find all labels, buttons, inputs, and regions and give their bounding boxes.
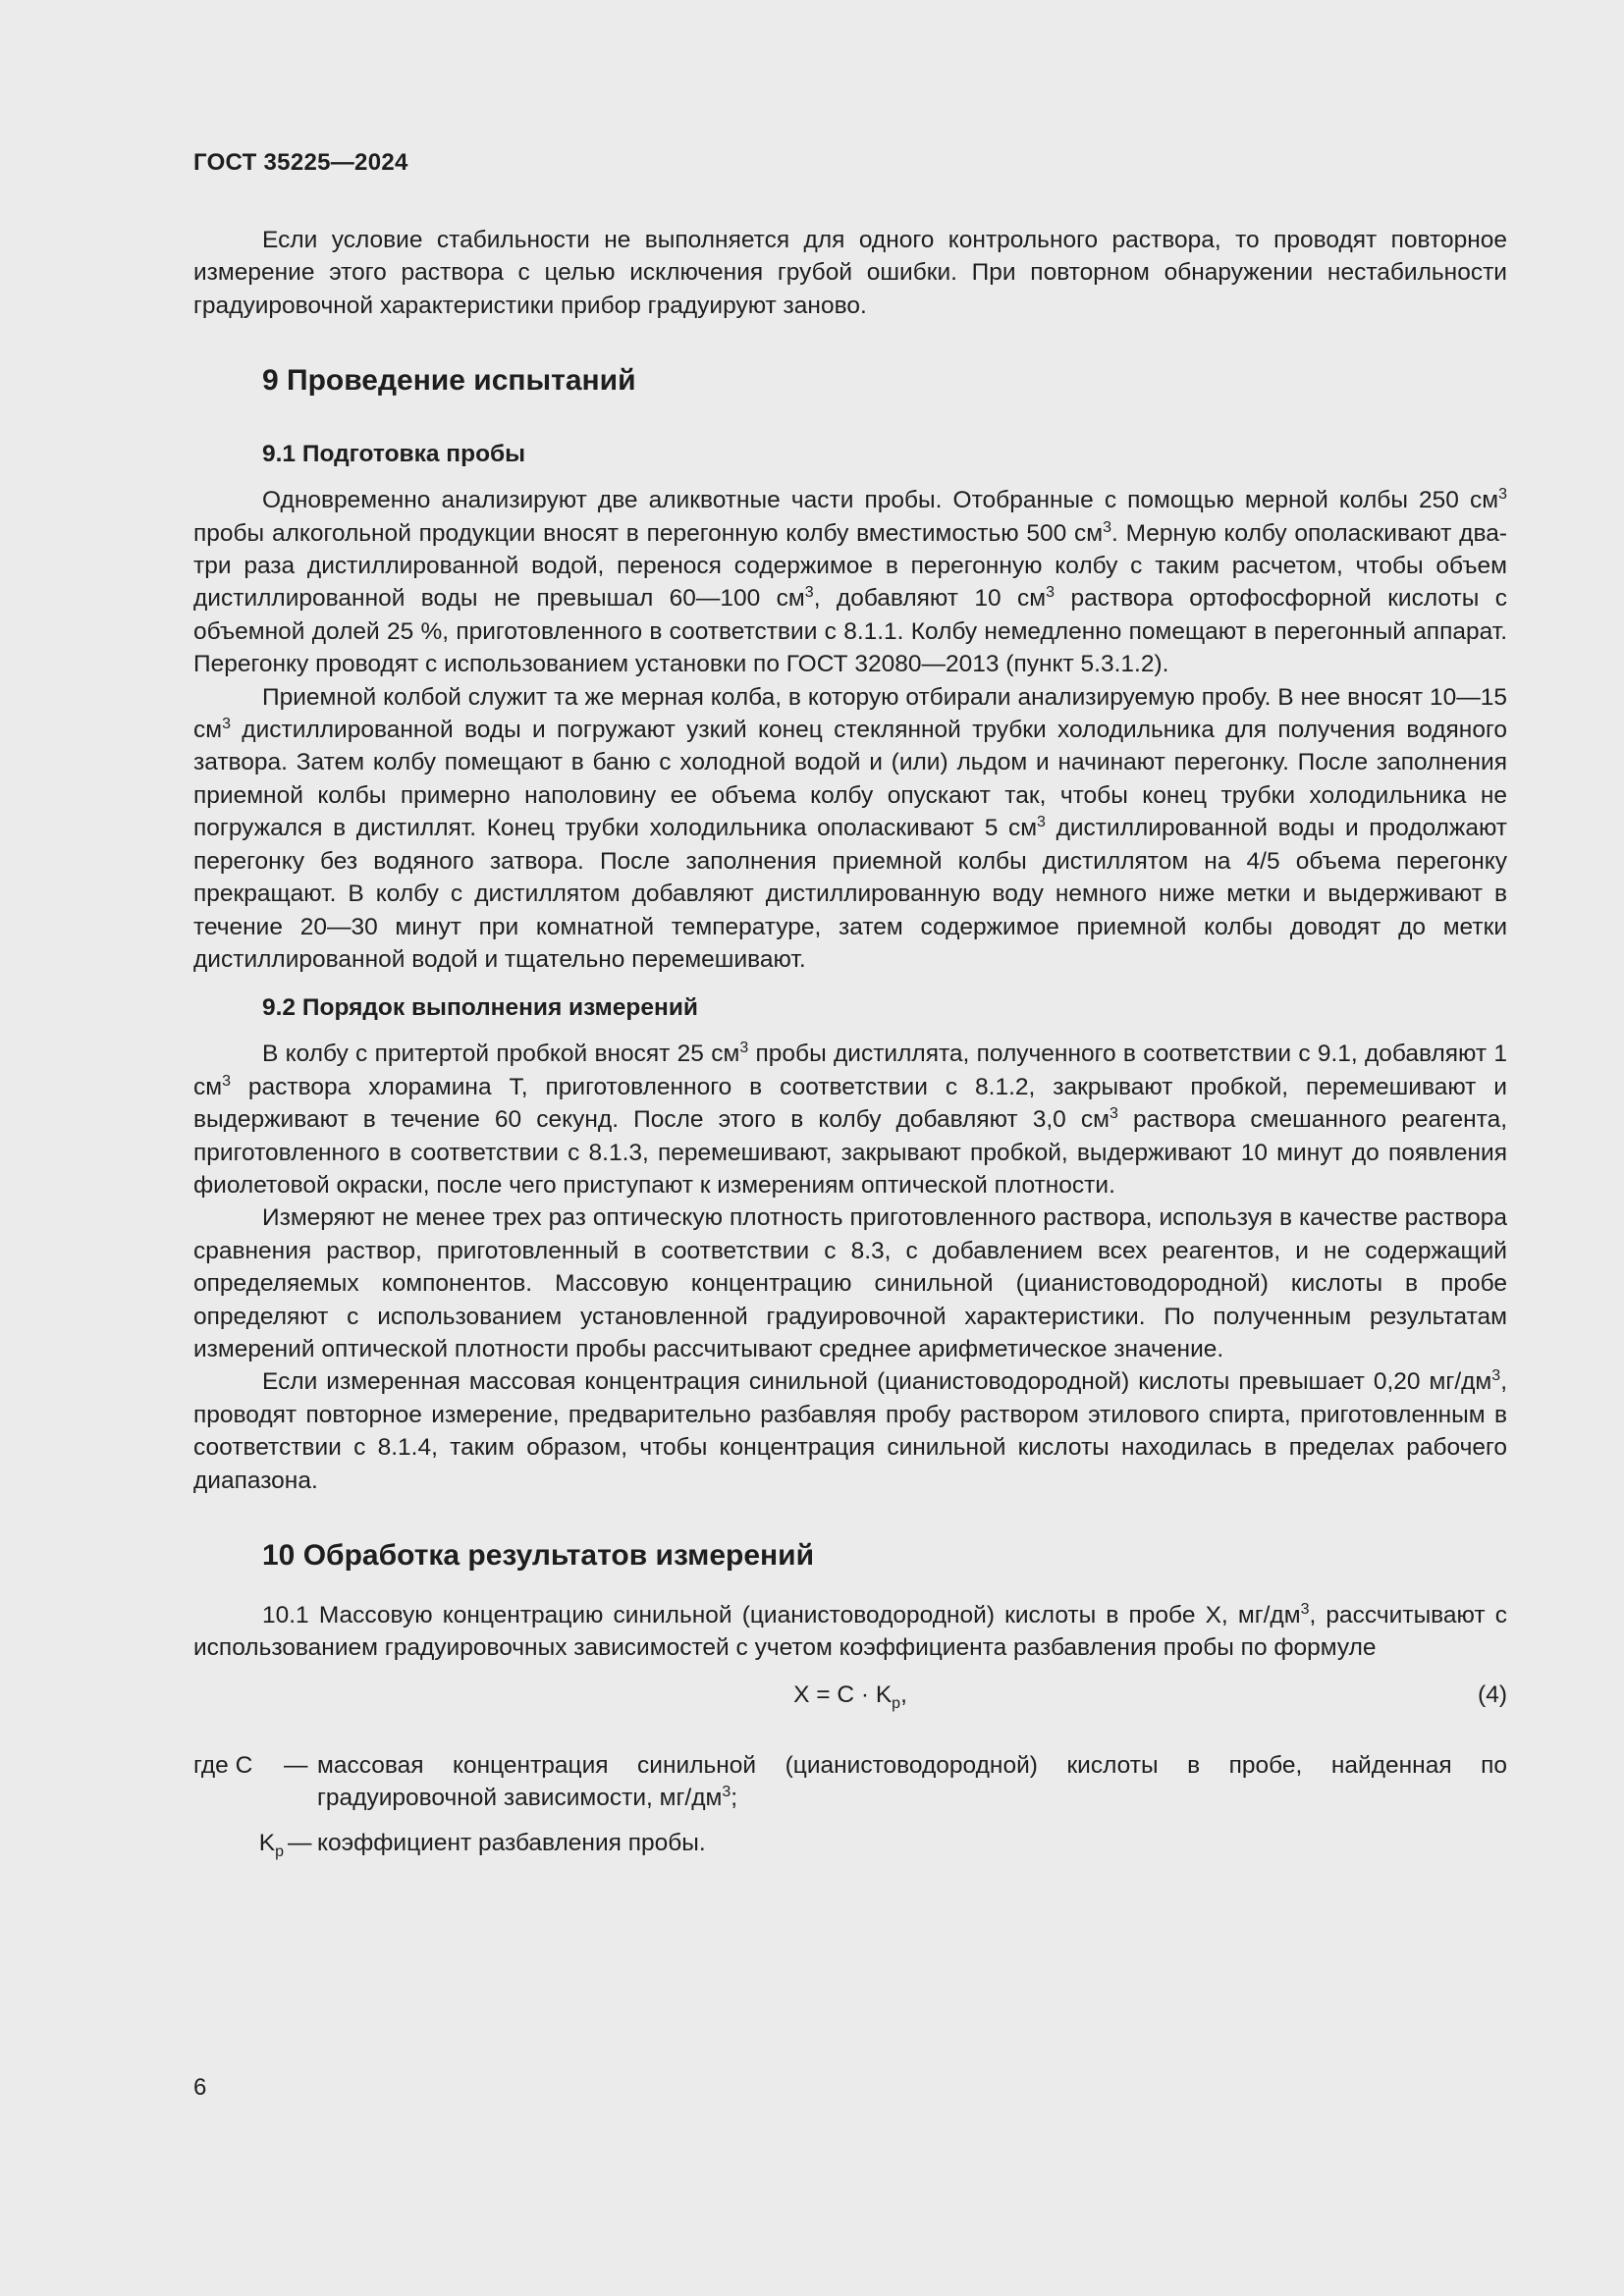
paragraph-9-2-a: В колбу с притертой пробкой вносят 25 $см^3$ пробы дистиллята, полученного в соответствии с 9.1, добавляют 1 $см^3$ раствора хлорамина Т, приготовленного в соответствии с 8.1.2, закрывают пробкой, перемешивают и выдерживают в течение 60 секунд. После этого в колбу добавляют 3,0 $см^3$ раствора смешанного реагента, приготовленного в соответствии с 8.1.3, перемешивают, закрывают пробкой, выдерживают 10 минут до появления фиолетовой окраски, после чего приступают к измерениям оптической плотности. xyxy=(193,1040,1508,1199)
section-10-heading: 10 Обработка результатов измерений xyxy=(262,1539,815,1572)
formula-expression: $X = C \cdot K_р$, xyxy=(793,1681,907,1712)
subsection-9-2-heading: 9.2 Порядок выполнения измерений xyxy=(262,994,698,1022)
intro-paragraph: Если условие стабильности не выполняется для одного контрольного раствора, то проводят повторное измерение этого раствора с целью исключения грубой ошибки. При повторном обнаружении нестабильности градуировочной характеристики прибор градуируют заново. xyxy=(193,227,1507,319)
paragraph-9-1-b: Приемной колбой служит та же мерная колба, в которую отбирали анализируемую пробу. В нее вносят 10—15 $см^3$ дистиллированной воды и погружают узкий конец стеклянной трубки холодильника для получения водяного затвора. Затем колбу помещают в баню с холодной водой и (или) льдом и начинают перегонку. После заполнения приемной колбы примерно наполовину ее объема колбу опускают так, чтобы конец трубки холодильника не погружался в дистиллят. Конец трубки холодильника ополаскивают 5 $см^3$ дистиллированной воды и продолжают перегонку без водяного затвора. После заполнения приемной колбы дистиллятом на 4/5 объема перегонку прекращают. В колбу с дистиллятом добавляют дистиллированную воду немного ниже метки и выдерживают в течение 20—30 минут при комнатной температуре, затем содержимое приемной колбы доводят до метки дистиллированной водой и тщательно перемешивают. xyxy=(193,683,1508,973)
formula-legend xyxy=(193,1749,1507,1859)
paragraph-9-1-a: Одновременно анализируют две аликвотные части пробы. Отобранные с помощью мерной колбы 250 $см^3$ пробы алкогольной продукции вносят в перегонную колбу вместимостью 500 $см^3$. Мерную колбу ополаскивают два-три раза дистиллированной водой, перенося содержимое в перегонную колбу с таким расчетом, чтобы объем дистиллированной воды не превышал 60—100 $см^3$, добавляют 10 $см^3$ раствора ортофосфорной кислоты с объемной долей 25 %, приготовленного в соответствии с 8.1.1. Колбу немедленно помещают в перегонный аппарат. Перегонку проводят с использованием установки по ГОСТ 32080—2013 (пункт 5.3.1.2). xyxy=(193,486,1507,678)
legend-row-c: где C — массовая концентрация синильной (цианистоводородной) кислоты в пробе, найденная по градуировочной зависимости, $мг/дм^3$; xyxy=(193,1751,1507,1812)
section-9-heading: 9 Проведение испытаний xyxy=(262,364,636,398)
formula-4 xyxy=(193,1679,1507,1718)
paragraph-9-2-c: Если измеренная массовая концентрация синильной (цианистоводородной) кислоты превышает 0,20 $мг/дм^3$, проводят повторное измерение, предварительно разбавляя пробу раствором этилового спирта, приготовленным в соответствии с 8.1.4, таким образом, чтобы концентрация синильной кислоты находилась в пределах рабочего диапазона. xyxy=(193,1367,1507,1494)
formula-number: (4) xyxy=(1478,1681,1507,1708)
page-number: 6 xyxy=(193,2074,207,2101)
subsection-9-1-heading: 9.1 Подготовка пробы xyxy=(262,441,526,468)
standard-header: ГОСТ 35225—2024 xyxy=(193,149,408,176)
legend-row-kp: $K_р$ — коэффициент разбавления пробы. xyxy=(258,1829,706,1860)
paragraph-9-2-b: Измеряют не менее трех раз оптическую плотность приготовленного раствора, используя в качестве раствора сравнения раствор, приготовленный в соответствии с 8.3, с добавлением всех реагентов, и не содержащий определяемых компонентов. Массовую концентрацию синильной (цианистоводородной) кислоты в пробе определяют с использованием установленной градуировочной характеристики. По полученным результатам измерений оптической плотности пробы рассчитывают среднее арифметическое значение. xyxy=(193,1204,1507,1362)
paragraph-10-1: 10.1 Массовую концентрацию синильной (цианистоводородной) кислоты в пробе X, $мг/дм^3$, рассчитывают с использованием градуировочных зависимостей с учетом коэффициента разбавления пробы по формуле xyxy=(193,1601,1507,1662)
page-content xyxy=(193,224,1507,1859)
